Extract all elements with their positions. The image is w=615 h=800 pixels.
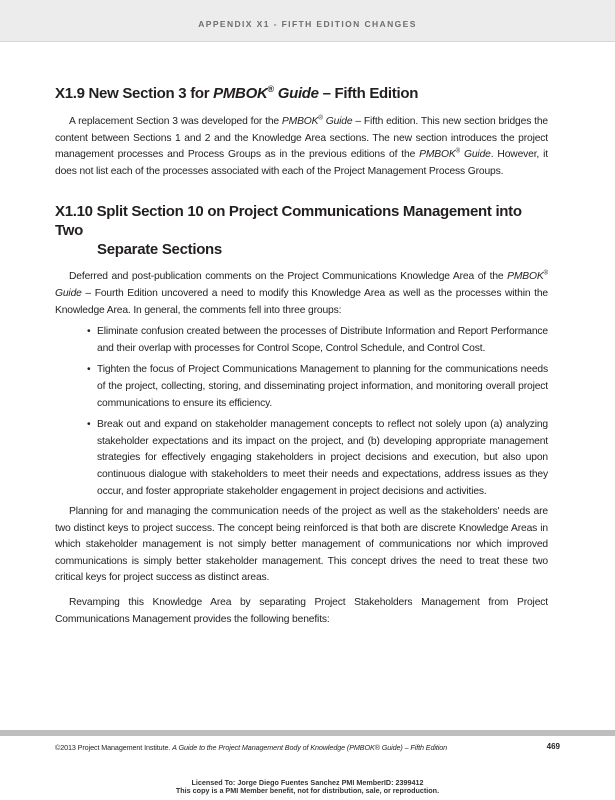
paragraph-text: Deferred and post-publication comments on the Project Communications Knowledge Area of the (69, 271, 508, 283)
italic-text: Guide (460, 149, 491, 161)
heading-text: – Fifth Edition (318, 85, 419, 102)
license-notice (0, 779, 615, 795)
list-item-text: Eliminate confusion created between the processes of Distribute Information and Report Performance and their overlap with processes for Control Scope, Control Schedule, and Control Cost. (97, 326, 548, 354)
list-item (55, 324, 548, 357)
footer-citation (55, 743, 447, 752)
comment-groups-list (55, 324, 548, 500)
heading-italic-text: PMBOK (213, 85, 268, 102)
section-x1-10-paragraph-2: Planning for and managing the communication needs of the project as well as the stakeholders' needs are two distinct keys to project success. The concept being reinforced is that both are discrete Knowledge Areas in which stakeholder management is not simply better management of communications nor which improved communications is simply better stakeholder management. This concept drives the need to treat these two critical keys for project success as distinct areas. (55, 506, 548, 584)
list-item (55, 417, 548, 500)
page-number: 469 (546, 742, 560, 751)
registered-mark: ® (267, 84, 274, 94)
paragraph-text: A replacement Section 3 was developed for the (69, 116, 282, 127)
heading-text: X1.9 New Section 3 for (55, 85, 214, 102)
running-header (0, 0, 615, 42)
section-x1-10-intro (55, 269, 548, 319)
registered-mark: ® (543, 269, 548, 277)
section-x1-9-paragraph (55, 114, 548, 180)
italic-text: PMBOK (281, 116, 319, 127)
paragraph-text: – Fourth Edition uncovered a need to modify this Knowledge Area as well as the processes within the Knowledge Area. In general, the comments fell into three groups: (55, 287, 548, 316)
registered-mark: ® (455, 147, 460, 155)
italic-text: Guide (55, 287, 82, 299)
heading-line-2: Separate Sections (97, 241, 222, 259)
paragraph-text: – Fifth edition. This new section bridges the content between Sections 1 and 2 and the Knowledge Area sections. The new section introduces the project management processes and Process Groups as in the previous editions of the (55, 116, 548, 161)
footer-book-title: A Guide to the Project Management Body of Knowledge (PMBOK® Guide) – Fifth Edition (172, 743, 448, 752)
section-x1-10-paragraph-3: Revamping this Knowledge Area by separating Project Stakeholders Management from Project Communications Management provides the following benefits: (55, 597, 548, 625)
bullet-icon: • (87, 364, 91, 376)
list-item-text: Break out and expand on stakeholder management concepts to reflect not solely upon (a) analyzing stakeholder expectations and its impact on the project, and (b) developing appropriate management strategies for effectively engaging stakeholders in project decisions and execution, but also upon continuous dialogue with stakeholders to meet their needs and expectations, address issues as they occur, and foster appropriate stakeholder engagement in project decisions and activities. (97, 419, 548, 497)
list-item (55, 362, 548, 412)
paragraph-text: . However, it does not list each of the processes associated with each of the Project Management Process Groups. (55, 149, 548, 177)
footer-copyright: ©2013 Project Management Institute. (55, 743, 173, 752)
running-header-title: APPENDIX X1 - FIFTH EDITION CHANGES (198, 19, 417, 29)
heading-italic-text: Guide (273, 85, 319, 102)
list-item-text: Tighten the focus of Project Communications Management to planning for the communications needs of the project, collecting, storing, and disseminating project information, and monitoring overall project communications to ensure its efficiency. (97, 364, 548, 409)
registered-mark: ® (318, 114, 323, 122)
page-content (55, 84, 548, 628)
license-line-1: Licensed To: Jorge Diego Fuentes Sanchez PMI MemberID: 2399412 (191, 778, 424, 787)
italic-text: Guide (322, 116, 353, 127)
italic-text: PMBOK (419, 149, 456, 161)
italic-text: PMBOK (507, 271, 544, 283)
license-line-2: This copy is a PMI Member benefit, not for distribution, sale, or reproduction. (175, 786, 440, 795)
bullet-icon: • (87, 419, 91, 431)
bullet-icon: • (87, 326, 91, 338)
footer-divider (0, 730, 615, 736)
heading-line-1: X1.10 Split Section 10 on Project Communications Management into Two (55, 203, 522, 240)
section-x1-10-heading (55, 202, 548, 259)
section-x1-9-heading (55, 84, 548, 103)
